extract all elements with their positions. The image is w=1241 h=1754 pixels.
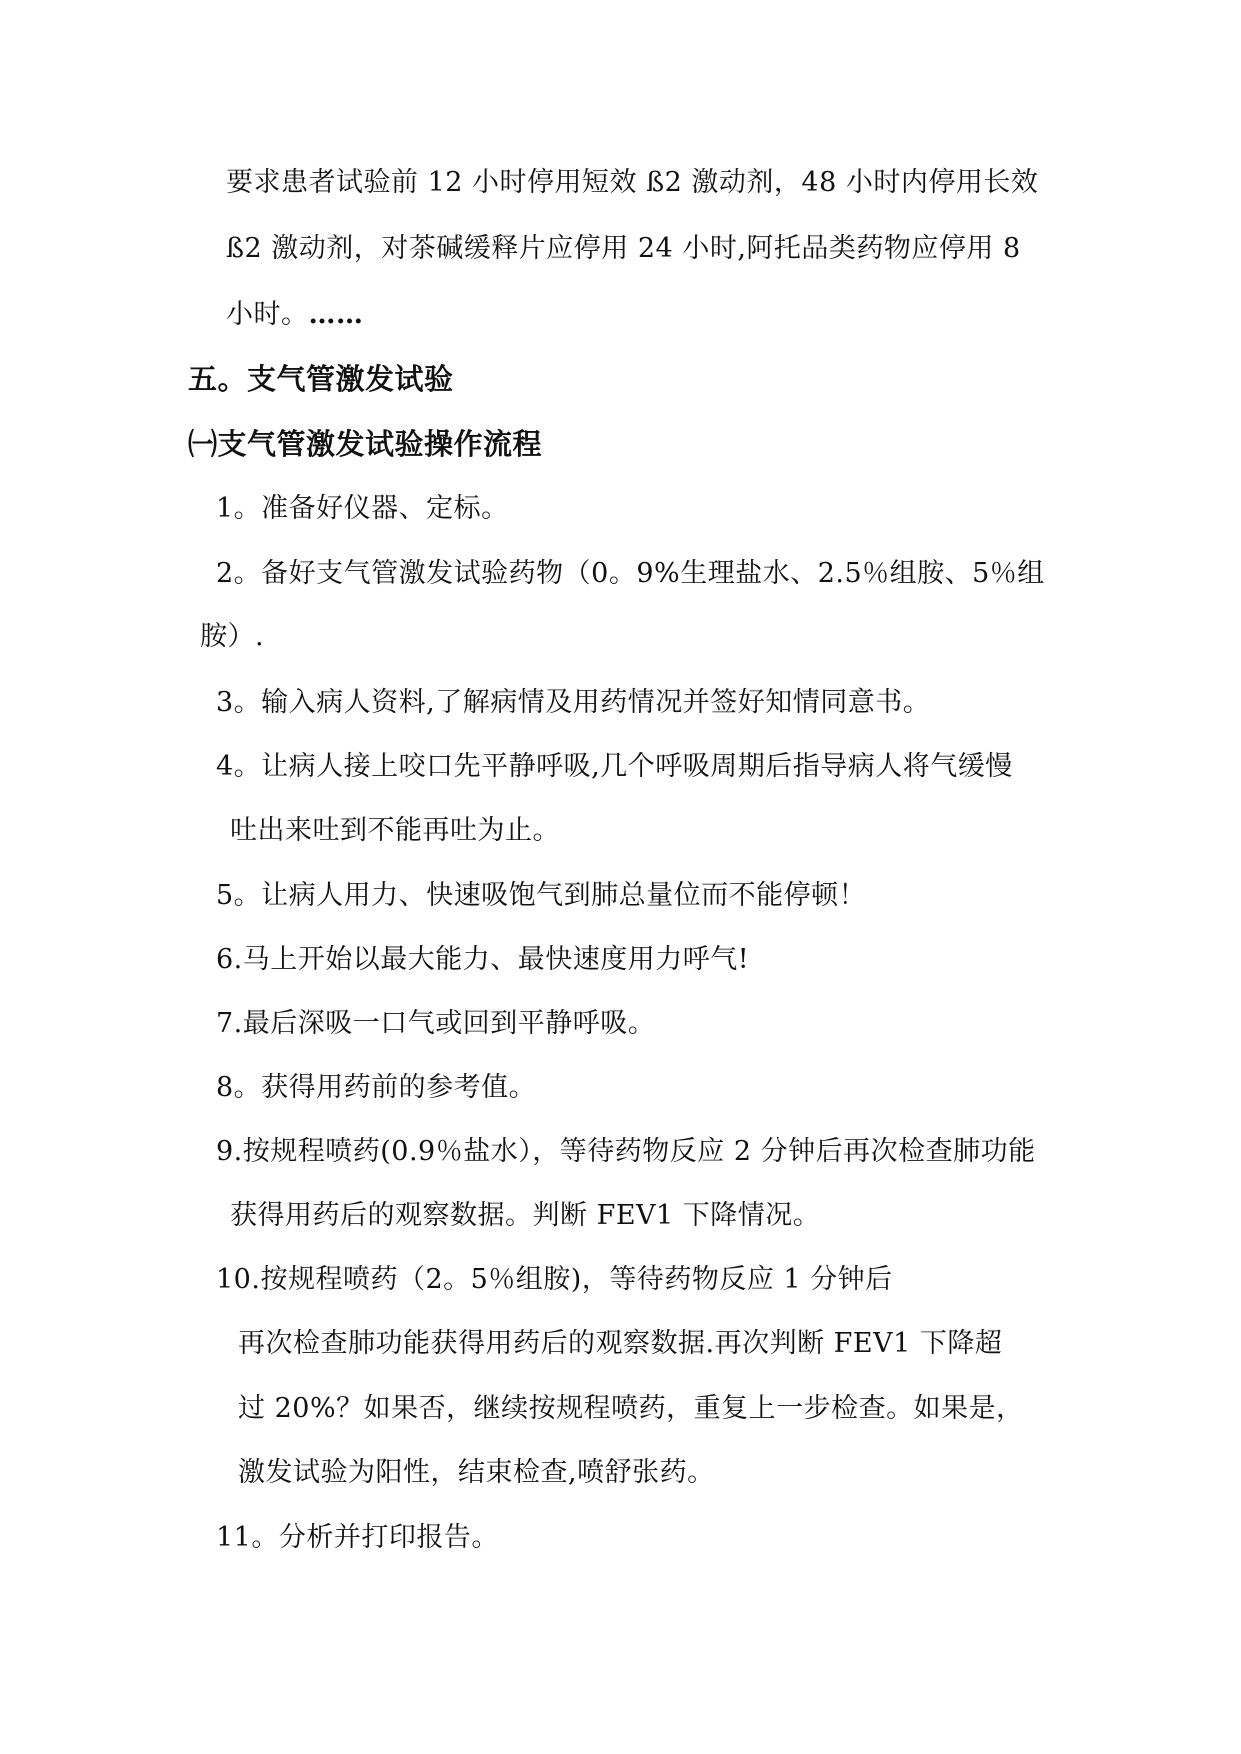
step-2: 2。备好支气管激发试验药物（0。9%生理盐水、2.5％组胺、5％组 [216, 558, 1045, 589]
step-10-continuation-2: 过 20%？如果否，继续按规程喷药，重复上一步检查。如果是， [238, 1393, 1024, 1424]
step-9: 9.按规程喷药(0.9％盐水），等待药物反应 2 分钟后再次检查肺功能 [216, 1136, 1036, 1167]
step-1: 1。准备好仪器、定标。 [216, 493, 509, 524]
step-2-continuation: 胺）. [200, 621, 265, 652]
section-title: 五。支气管激发试验 [188, 362, 454, 396]
step-9-continuation: 获得用药后的观察数据。判断 FEV1 下降情况。 [230, 1200, 821, 1231]
step-3: 3。输入病人资料,了解病情及用药情况并签好知情同意书。 [216, 687, 931, 718]
step-7: 7.最后深吸一口气或回到平静呼吸。 [216, 1008, 656, 1039]
step-10-continuation-1: 再次检查肺功能获得用药后的观察数据.再次判断 FEV1 下降超 [238, 1328, 1003, 1359]
intro-line-2: ß2 激动剂，对茶碱缓释片应停用 24 小时,阿托品类药物应停用 8 [226, 233, 1021, 264]
step-8: 8。获得用药前的参考值。 [216, 1072, 537, 1103]
ellipsis: …… [308, 299, 364, 330]
subsection-title: ㈠支气管激发试验操作流程 [188, 427, 543, 461]
step-10-continuation-3: 激发试验为阳性，结束检查,喷舒张药。 [238, 1457, 715, 1488]
intro-line-3 [226, 298, 364, 332]
step-4: 4。让病人接上咬口先平静呼吸,几个呼吸周期后指导病人将气缓慢 [216, 751, 1013, 782]
step-11: 11。分析并打印报告。 [216, 1522, 499, 1553]
step-6: 6.马上开始以最大能力、最快速度用力呼气! [216, 944, 750, 975]
intro-line-1: 要求患者试验前 12 小时停用短效 ß2 激动剂，48 小时内停用长效 [226, 167, 1039, 198]
step-5: 5。让病人用力、快速吸饱气到肺总量位而不能停顿！ [216, 880, 867, 911]
intro-line-3-text: 小时。 [226, 299, 309, 330]
step-10: 10.按规程喷药（2。5％组胺)，等待药物反应 1 分钟后 [216, 1264, 893, 1295]
step-4-continuation: 吐出来吐到不能再吐为止。 [230, 815, 560, 846]
